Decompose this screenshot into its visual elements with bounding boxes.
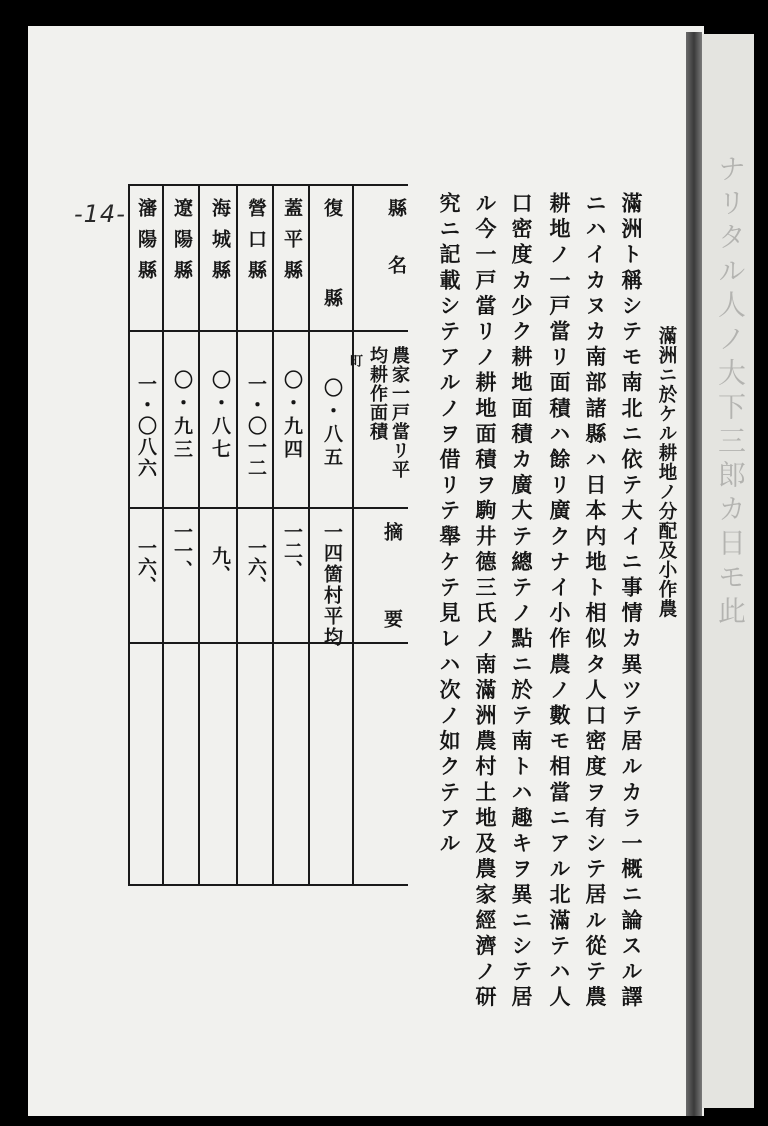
header-notes: 摘 要 [381,522,403,638]
body-text-column: ニハイカヌカ南部諸縣ハ日本内地ト相似タ人口密度ヲ有シテ居ル從テ農 [583,192,608,1012]
table-rule [128,184,408,186]
row-prefecture: 海城縣 [209,198,231,291]
table-rule [352,184,354,886]
table-rule [308,184,310,886]
row-area: 一・〇八六 [135,374,157,479]
row-notes: 一六、 [135,538,157,595]
row-area: 〇・九三 [171,370,193,462]
table-rule [198,184,200,886]
table-rule [128,184,130,886]
body-text-column: 究ニ記載シテアルノヲ借リテ舉ケテ見レハ次ノ如クテアル [437,192,462,858]
row-area: 〇・八五 [321,378,343,470]
row-prefecture: 復 縣 [321,198,343,333]
row-prefecture: 遼陽縣 [171,198,193,291]
row-notes: 一四箇村平均 [321,522,343,648]
row-prefecture: 蓋平縣 [281,198,303,291]
row-notes: 九、 [209,546,231,584]
bleed-through-text: ナリタル人ノ大下三郎カ日モ此 [714,154,747,630]
row-area: 〇・九四 [281,370,303,462]
table-rule [128,330,408,332]
table-rule [128,642,408,644]
farm-area-table [128,184,408,888]
row-area: 〇・八七 [209,370,231,462]
row-unit: 町 [347,354,362,367]
row-area: 一・〇一二 [245,374,267,479]
row-notes: 一六、 [245,538,267,595]
header-prefecture: 縣 名 [385,198,407,274]
row-prefecture: 營口縣 [245,198,267,291]
table-rule [272,184,274,886]
row-notes: 一一、 [171,522,193,579]
facing-page [702,34,754,1108]
body-text-column: 耕地ノ一戸當リ面積ハ餘リ廣クナイ小作農ノ數モ相當ニアル北滿テハ人 [547,192,572,1012]
body-text-column: ル今一戸當リノ耕地面積ヲ駒井德三氏ノ南滿洲農村土地及農家經濟ノ研 [473,192,498,1012]
row-prefecture: 瀋陽縣 [135,198,157,291]
section-heading: 滿洲ニ於ケル耕地ノ分配及小作農 [656,326,677,619]
body-text-column: 滿洲ト稱シテモ南北ニ依テ大イニ事情カ異ツテ居ルカラ一概ニ論スル譯 [619,192,644,1012]
table-rule [162,184,164,886]
row-notes: 一二、 [281,522,303,579]
page-number: -14- [74,200,126,228]
table-rule [236,184,238,886]
table-rule [128,884,408,886]
book-spine [686,32,702,1116]
header-area: 農家一戸當リ平均耕作面積 [367,346,410,479]
table-rule [128,507,408,509]
body-text-column: 口密度カ少ク耕地面積カ廣大テ總テノ點ニ於テ南トハ趣キヲ異ニシテ居 [509,192,534,1012]
